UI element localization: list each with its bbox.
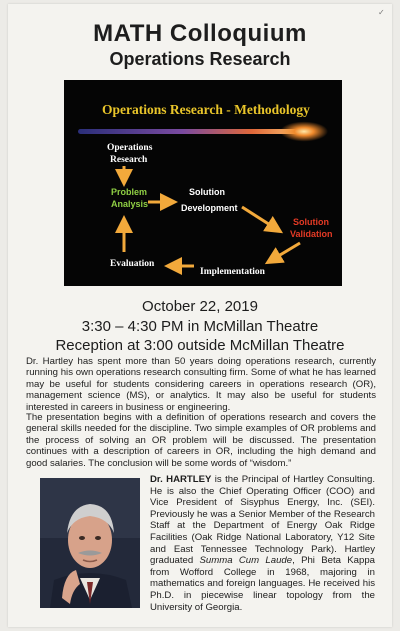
bio-text-2: , Phi Beta Kappa from Wofford College in 1968, majoring in mathematics and foreign languages. He received his Ph.D. in piecewise linear topology from the University of Georgia. [150, 555, 376, 613]
diagram-heading: Operations Research - Methodology [102, 102, 310, 117]
speaker-bio [150, 474, 375, 613]
event-reception: Reception at 3:00 outside McMillan Theatre [55, 337, 345, 354]
speaker-name: Dr. HARTLEY [150, 474, 212, 485]
node-solution-development: Solution Development [181, 187, 238, 213]
node-evaluation: Evaluation [110, 259, 155, 269]
abstract-paragraph-1: Dr. Hartley has spent more than 50 years doing operations research, currently running his own operations research consulting firm. Some of what he has learned may be useful for students considering careers in operations research (OR), management science (MS), or analytics. It may also be useful for students interested in careers in business or engineering. [26, 356, 376, 413]
arrow-sd-to-sv [242, 207, 278, 230]
speaker-photo [40, 478, 140, 608]
event-date: October 22, 2019 [142, 298, 258, 315]
corner-mark-icon: ✓ [378, 8, 385, 17]
bio-honor: Summa Cum Laude [199, 555, 293, 567]
arrow-sv-to-impl [270, 243, 300, 261]
methodology-diagram [64, 80, 342, 286]
speaker-photo-svg [40, 478, 140, 608]
node-operations-research: Operations Research [107, 143, 153, 165]
node-solution-validation: Solution Validation [290, 217, 333, 239]
methodology-diagram-svg [64, 80, 342, 286]
event-time: 3:30 – 4:30 PM in McMillan Theatre [81, 318, 319, 335]
gradient-bar [78, 129, 310, 134]
poster-subtitle: Operations Research [109, 49, 291, 69]
bio-text-1: is the Principal of Hartley Consulting. He is also the Chief Operating Officer (COO) and Vice President of Sisyphus Energy, Inc. (SEI). Previously he was a Senior Member of the Research Staff at the Department of Energy Oak Ridge Facilities (Oak Ridge National Laboratory, Y12 Site and East Tennessee Technology Park). Hartley graduated [150, 474, 375, 567]
abstract-paragraph-2: The presentation begins with a definition of operations research and covers the general skills needed for the discipline. Two simple examples of OR problems and the process of solving an OR problem will be discussed. The presentation continues with a description of careers in OR, including the high demand and good salaries. The conclusion will be some words of “wisdom.” [26, 412, 376, 469]
node-problem-analysis: Problem Analysis [111, 187, 149, 209]
gradient-glow [280, 122, 328, 142]
poster-title: MATH Colloquium [93, 20, 307, 47]
node-implementation: Implementation [200, 267, 265, 277]
